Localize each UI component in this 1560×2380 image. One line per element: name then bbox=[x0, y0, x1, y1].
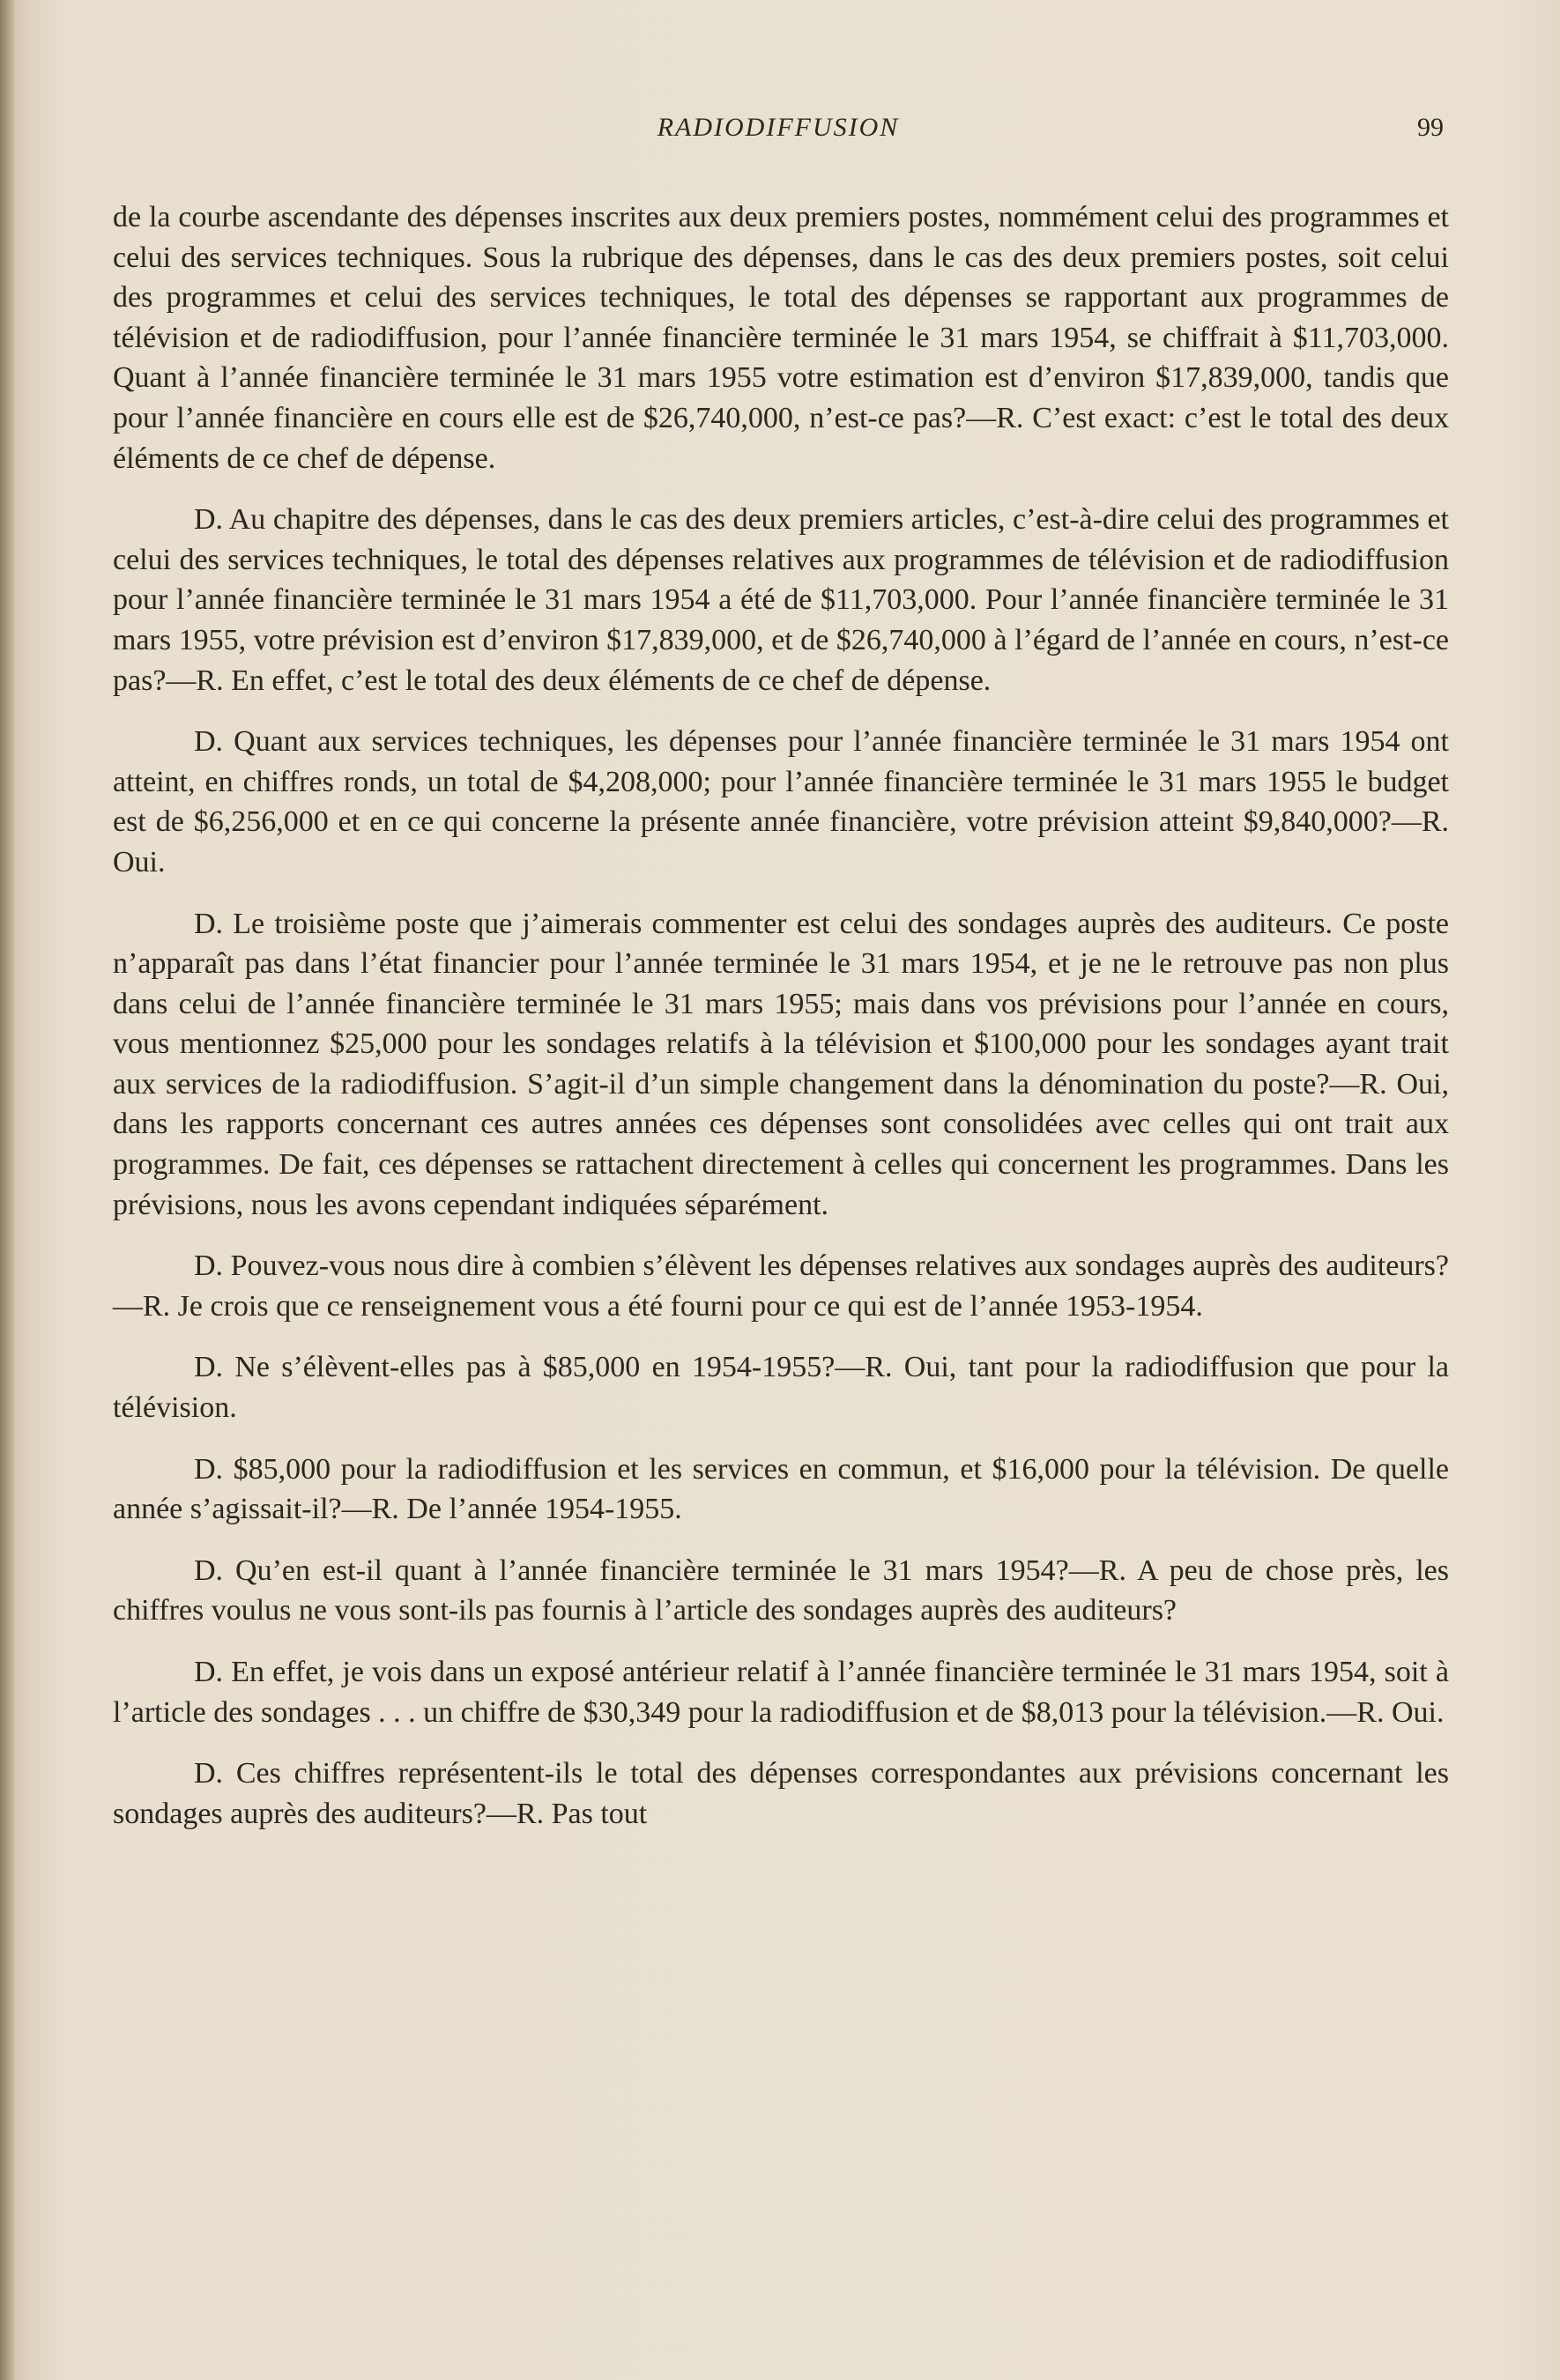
running-title: RADIODIFFUSION bbox=[657, 113, 900, 142]
paragraph-question: D. En effet, je vois dans un exposé antérieur relatif à l’année financière terminée le 31 mars 1954, soit à l’article des sondages . . . un chiffre de $30,349 pour la radiodiffusion et de $8,013 pour la télévision.—R. Oui. bbox=[113, 1656, 1449, 1729]
paragraph-question: D. Ces chiffres représentent-ils le total des dépenses correspondantes aux prévisions concernant les sondages auprès des auditeurs?—R. Pas tout bbox=[113, 1757, 1449, 1830]
page-header bbox=[113, 113, 1444, 152]
paragraph-question: D. Ne s’élèvent-elles pas à $85,000 en 1954-1955?—R. Oui, tant pour la radiodiffusion que pour la télévision. bbox=[113, 1351, 1449, 1425]
page-binding-edge bbox=[0, 0, 16, 2380]
paragraph-question: D. Qu’en est-il quant à l’année financière terminée le 31 mars 1954?—R. A peu de chose près, les chiffres voulus ne vous sont-ils pas fournis à l’article des sondages auprès des auditeurs? bbox=[113, 1553, 1449, 1627]
paragraph-question: D. Au chapitre des dépenses, dans le cas des deux premiers articles, c’est-à-dire celui des programmes et celui des services techniques, le total des dépenses relatives aux programmes de télévision et de radiodiffusion pour l’année financière terminée le 31 mars 1954 a été de $11,703,000. Pour l’année financière terminée le 31 mars 1955, votre prévision est d’environ $17,839,000, et de $26,740,000 à l’égard de l’année en cours, n’est-ce pas?—R. En effet, c’est le total des deux éléments de ce chef de dépense. bbox=[113, 503, 1449, 697]
paragraph-question: D. $85,000 pour la radiodiffusion et les services en commun, et $16,000 pour la télévision. De quelle année s’agissait-il?—R. De l’année 1954-1955. bbox=[113, 1452, 1449, 1526]
paragraph-question: D. Pouvez-vous nous dire à combien s’élèvent les dépenses relatives aux sondages auprès des auditeurs?—R. Je crois que ce renseignement vous a été fourni pour ce qui est de l’année 1953-1954. bbox=[113, 1249, 1449, 1323]
body-text bbox=[113, 197, 1449, 1855]
page-number: 99 bbox=[1417, 113, 1444, 142]
paragraph-question: D. Le troisième poste que j’aimerais commenter est celui des sondages auprès des auditeurs. Ce poste n’apparaît pas dans l’état financier pour l’année terminée le 31 mars 1954, et je ne le retrouve pas non plus dans celui de l’année financière terminée le 31 mars 1955; mais dans vos prévisions pour l’année en cours, vous mentionnez $25,000 pour les sondages relatifs à la télévision et $100,000 pour les sondages ayant trait aux services de la radiodiffusion. S’agit-il d’un simple changement dans la dénomination du poste?—R. Oui, dans les rapports concernant ces autres années ces dépenses sont consolidées avec celles qui ont trait aux programmes. De fait, ces dépenses se rattachent directement à celles qui concernent les programmes. Dans les prévisions, nous les avons cependant indiquées séparément. bbox=[113, 907, 1449, 1221]
paragraph-question: D. Quant aux services techniques, les dépenses pour l’année financière terminée le 31 mars 1954 ont atteint, en chiffres ronds, un total de $4,208,000; pour l’année financière terminée le 31 mars 1955 le budget est de $6,256,000 et en ce qui concerne la présente année financière, votre prévision atteint $9,840,000?—R. Oui. bbox=[113, 725, 1449, 879]
paragraph-continuation: de la courbe ascendante des dépenses inscrites aux deux premiers postes, nommément celui des programmes et celui des services techniques. Sous la rubrique des dépenses, dans le cas des deux premiers postes, soit celui des programmes et celui des services techniques, le total des dépenses se rapportant aux programmes de télévision et de radiodiffusion, pour l’année financière terminée le 31 mars 1954, se chiffrait à $11,703,000. Quant à l’année financière terminée le 31 mars 1955 votre estimation est d’environ $17,839,000, tandis que pour l’année financière en cours elle est de $26,740,000, n’est-ce pas?—R. C’est exact: c’est le total des deux éléments de ce chef de dépense. bbox=[113, 201, 1449, 475]
